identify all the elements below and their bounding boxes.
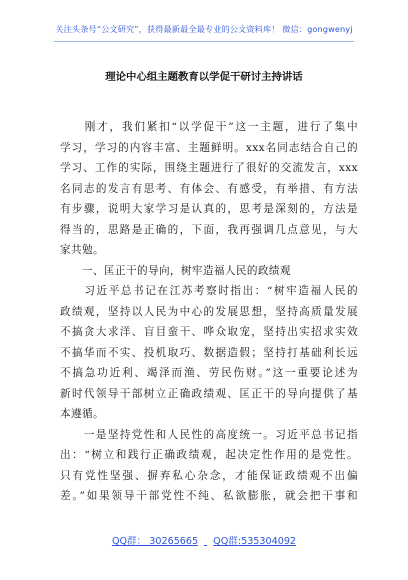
body-line: 本遵循。 (60, 408, 104, 420)
body-line: 得当的，思路是正确的，下面，我再强调几点意见，与大 (60, 223, 358, 236)
footer-qq-group-1[interactable]: QQ群： 30265665 (111, 536, 199, 547)
body-line: 政绩观，坚持以人民为中心的发展思想，坚持高质量发展 (60, 305, 358, 318)
footer-contacts (0, 533, 408, 547)
body-line: 出：“树立和践行正确政绩观，起决定性作用的是党性。 (60, 449, 358, 461)
header-divider (54, 41, 354, 42)
body-line: 不搞贪大求洋、盲目蛮干、哗众取宠，坚持出实招求实效 (60, 326, 358, 338)
body-line: 新时代领导干部树立正确政绩观、匡正干的导向提供了基 (60, 387, 358, 400)
body-line: 学习，学习的内容丰富、主题鲜明。xxx名同志结合自己的 (60, 141, 358, 154)
body-line: 习近平总书记在江苏考察时指出：“树牢造福人民的 (60, 285, 358, 297)
body-line: 差。”如果领导干部党性不纯、私欲膨胀，就会把干事和 (60, 490, 358, 502)
body-line: 不搞急功近利、竭泽而渔、劳民伤财。”这一重要论述为 (60, 367, 358, 379)
body-line: 名同志的发言有思考、有体会、有感受，有举措、有方法 (60, 182, 358, 195)
footer-qq-group-2[interactable]: QQ群:535304092 (213, 536, 297, 547)
body-line: 有步骤，说明大家学习是认真的，思考是深刻的，方法是 (60, 203, 358, 215)
header-banner: 关注头条号“公文研究”，获得最新最全最专业的公文资料库！ 微信：gongwenyj (55, 24, 353, 34)
section-heading: 一、匡正干的导向，树牢造福人民的政绩观 (60, 264, 291, 277)
body-line: 只有党性坚强、摒弃私心杂念，才能保证政绩观不出偏 (60, 469, 358, 482)
body-line: 学习、工作的实际，围绕主题进行了很好的交流发言，xxx (60, 162, 358, 174)
document-title: 理论中心组主题教育以学促干研讨主持讲话 (105, 71, 303, 83)
body-line: 一是坚持党性和人民性的高度统一。习近平总书记指 (60, 428, 358, 441)
document-body (60, 117, 358, 507)
body-line: 刚才，我们紧扣“以学促干”这一主题，进行了集中 (60, 121, 358, 133)
body-line: 不搞华而不实、投机取巧、数据造假；坚持打基础利长远 (60, 346, 358, 359)
body-line: 家共勉。 (60, 244, 104, 256)
